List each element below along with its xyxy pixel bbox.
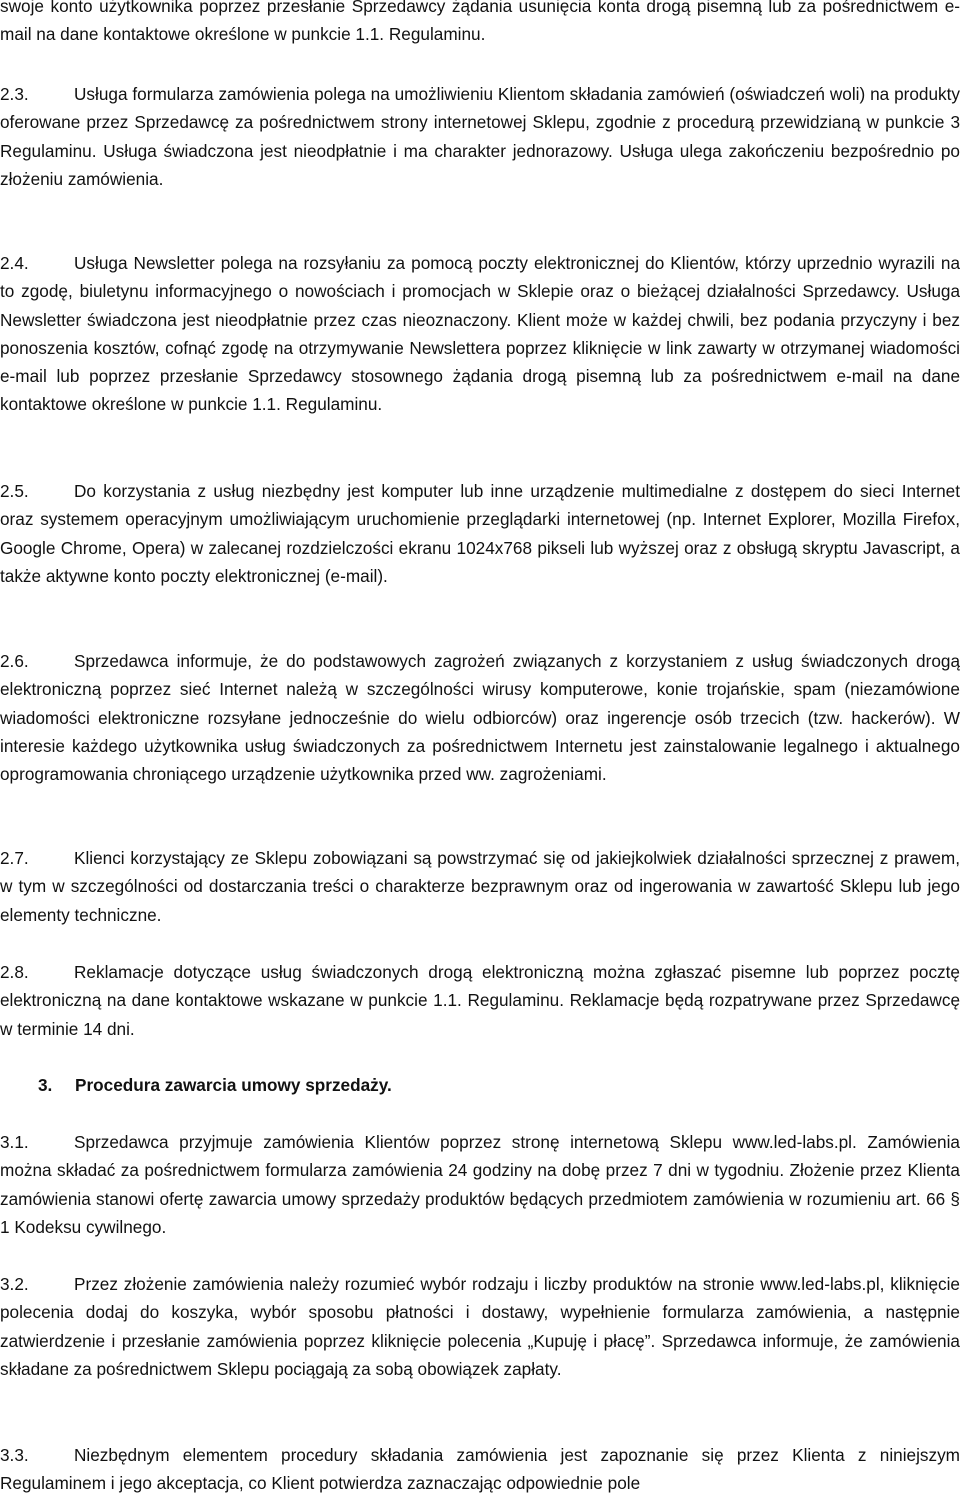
paragraph-2-8 [0, 958, 960, 1043]
paragraph-2-5 [0, 477, 960, 590]
paragraph-3-1 [0, 1128, 960, 1241]
paragraph-text: Usługa Newsletter polega na rozsyłaniu za pomocą poczty elektronicznej do Klientów, którzy uprzednio wyrazili na to zgodę, biuletynu informacyjnego o nowościach i promocjach w Sklepie oraz o bieżącej działalności Sprzedawcy. Usługa Newsletter świadczona jest nieodpłatnie przez czas nieoznaczony. Klient może w każdej chwili, bez podania przyczyny i bez ponoszenia kosztów, cofnąć zgodę na otrzymywanie Newslettera poprzez kliknięcie w link zawarty w otrzymanej wiadomości e-mail lub poprzez przesłanie Sprzedawcy stosownego żądania drogą pisemną lub za pośrednictwem e-mail na dane kontaktowe określone w punkcie 1.1. Regulaminu. [0, 253, 960, 415]
paragraph-intro [0, 0, 960, 49]
paragraph-number: 3.1. [0, 1132, 29, 1152]
paragraph-2-6 [0, 647, 960, 788]
paragraph-2-3 [0, 80, 960, 193]
paragraph-number: 2.6. [0, 651, 29, 671]
paragraph-text: Sprzedawca informuje, że do podstawowych zagrożeń związanych z korzystaniem z usług świadczonych drogą elektroniczną poprzez sieć Internet należą w szczególności wirusy komputerowe, konie trojańskie, spam (niezamówione wiadomości elektroniczne rozsyłane jednocześnie do wielu odbiorców) oraz ingerencje osób trzecich (tzw. hackerów). W interesie każdego użytkownika usług świadczonych za pośrednictwem Internetu jest zainstalowanie legalnego i aktualnego oprogramowania chroniącego urządzenie użytkownika przed ww. zagrożeniami. [0, 651, 960, 785]
paragraph-3-2 [0, 1270, 960, 1383]
paragraph-number: 3.3. [0, 1445, 29, 1465]
paragraph-text: Reklamacje dotyczące usług świadczonych drogą elektroniczną można zgłaszać pisemne lub poprzez pocztę elektroniczną na dane kontaktowe wskazane w punkcie 1.1. Regulaminu. Reklamacje będą rozpatrywane przez Sprzedawcę w terminie 14 dni. [0, 962, 960, 1039]
paragraph-number: 2.7. [0, 848, 29, 868]
paragraph-text: Klienci korzystający ze Sklepu zobowiązani są powstrzymać się od jakiejkolwiek działalności sprzecznej z prawem, w tym w szczególności od dostarczania treści o charakterze bezprawnym oraz od ingerowania w zawartość Sklepu lub jego elementy techniczne. [0, 848, 960, 925]
paragraph-number: 2.3. [0, 84, 29, 104]
paragraph-2-7 [0, 844, 960, 929]
section-heading-3 [38, 1071, 392, 1099]
paragraph-text: Usługa formularza zamówienia polega na umożliwieniu Klientom składania zamówień (oświadczeń woli) na produkty oferowane przez Sprzedawcę za pośrednictwem strony internetowej Sklepu, zgodnie z procedurą przewidzianą w punkcie 3 Regulaminu. Usługa świadczona jest nieodpłatnie i ma charakter jednorazowy. Usługa ulega zakończeniu bezpośrednio po złożeniu zamówienia. [0, 84, 960, 189]
paragraph-text: Przez złożenie zamówienia należy rozumieć wybór rodzaju i liczby produktów na stronie www.led-labs.pl, kliknięcie polecenia dodaj do koszyka, wybór sposobu płatności i dostawy, wypełnienie formularza zamówienia, a następnie zatwierdzenie i przesłanie zamówienia poprzez kliknięcie polecenia „Kupuję i płacę”. Sprzedawca informuje, że zamówienia składane za pośrednictwem Sklepu pociągają za sobą obowiązek zapłaty. [0, 1274, 960, 1379]
paragraph-3-3 [0, 1441, 960, 1498]
paragraph-number: 2.5. [0, 481, 29, 501]
paragraph-number: 3.2. [0, 1274, 29, 1294]
paragraph-text: Sprzedawca przyjmuje zamówienia Klientów poprzez stronę internetową Sklepu www.led-labs.pl. Zamówienia można składać za pośrednictwem formularza zamówienia 24 godziny na dobę przez 7 dni w tygodniu. Złożenie przez Klienta zamówienia stanowi ofertę zawarcia umowy sprzedaży produktów będących przedmiotem zamówienia w rozumieniu art. 66 § 1 Kodeksu cywilnego. [0, 1132, 960, 1237]
paragraph-number: 2.8. [0, 962, 29, 982]
paragraph-number: 2.4. [0, 253, 29, 273]
section-number: 3. [38, 1075, 53, 1095]
paragraph-2-4 [0, 249, 960, 419]
paragraph-text: Niezbędnym elementem procedury składania zamówienia jest zapoznanie się przez Klienta z niniejszym Regulaminem i jego akceptacja, co Klient potwierdza zaznaczając odpowiednie pole [0, 1445, 960, 1494]
paragraph-text: swoje konto użytkownika poprzez przesłanie Sprzedawcy żądania usunięcia konta drogą pisemną lub za pośrednictwem e-mail na dane kontaktowe określone w punkcie 1.1. Regulaminu. [0, 0, 960, 45]
paragraph-text: Do korzystania z usług niezbędny jest komputer lub inne urządzenie multimedialne z dostępem do sieci Internet oraz systemem operacyjnym umożliwiającym uruchomienie przeglądarki internetowej (np. Internet Explorer, Mozilla Firefox, Google Chrome, Opera) w zalecanej rozdzielczości ekranu 1024x768 pikseli lub wyższej oraz z obsługą skryptu Javascript, a także aktywne konto poczty elektronicznej (e-mail). [0, 481, 960, 586]
section-title: Procedura zawarcia umowy sprzedaży. [75, 1075, 392, 1095]
